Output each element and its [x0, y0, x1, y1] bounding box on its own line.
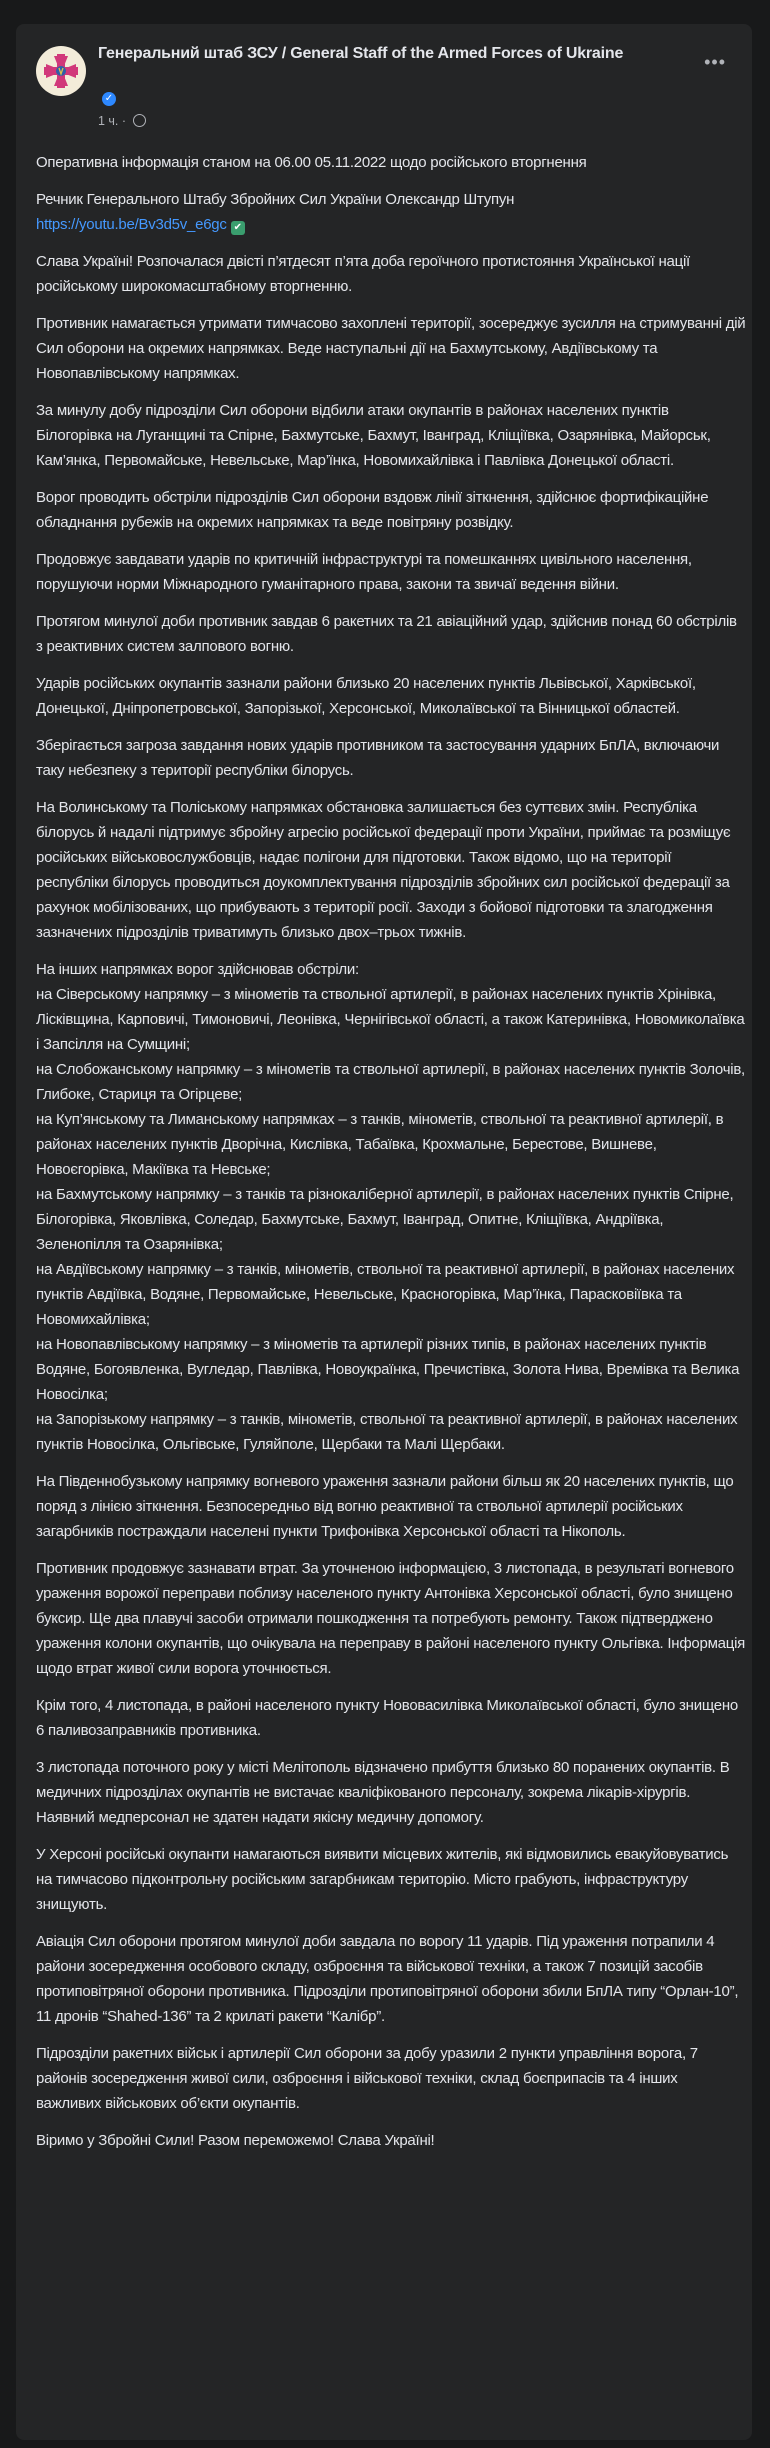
post-meta: [98, 114, 146, 128]
paragraph: На Волинському та Поліському напрямках обстановка залишається без суттєвих змін. Республіка білорусь й надалі підтримує збройну агресію російської федерації проти України, приймає та розміщує російських військовослужбовців, надає полігони для підготовки. Також відомо, що на території республіки білорусь проводиться доукомплектування підрозділів збройних сил російської федерації за рахунок мобілізованих, що прибувають з території росії. Заходи з бойової підготовки та злагодження зазначених підрозділів триватимуть близько двох–трьох тижнів.: [36, 799, 731, 941]
paragraph: У Херсоні російські окупанти намагаються виявити місцевих жителів, які відмовились евакуйовуватись на тимчасово підконтрольну російським загарбникам територію. Місто грабують, інфраструктуру знищують.: [36, 1846, 729, 1913]
post-header: [16, 24, 752, 144]
page-avatar[interactable]: [36, 46, 86, 96]
post-body: [36, 150, 746, 2165]
post-card: [16, 24, 752, 2440]
paragraph: Ворог проводить обстріли підрозділів Сил оборони вздовж лінії зіткнення, здійснює фортифікаційне обладнання рубежів на окремих напрямках та веде повітряну розвідку.: [36, 489, 709, 531]
paragraph: Крім того, 4 листопада, в районі населеного пункту Нововасилівка Миколаївської області, було знищено 6 паливозаправників противника.: [36, 1697, 738, 1739]
paragraph: Протягом минулої доби противник завдав 6 ракетних та 21 авіаційний удар, здійснив понад 60 обстрілів з реактивних систем залпового вогню.: [36, 613, 737, 655]
post-time[interactable]: 1 ч. ·: [98, 114, 127, 128]
page-name[interactable]: Генеральний штаб ЗСУ / General Staff of the Armed Forces of Ukraine: [98, 45, 624, 62]
paragraph: 3 листопада поточного року у місті Мелітополь відзначено прибуття близько 80 поранених окупантів. В медичних підрозділах окупантів не вистачає кваліфікованого персоналу, зокрема лікарів-хірургів. Наявний медперсонал не здатен надати якісну медичну допомогу.: [36, 1759, 730, 1826]
post-title: Оперативна інформація станом на 06.00 05.11.2022 щодо російського вторгнення: [36, 154, 587, 171]
check-mark-emoji-icon: ✔: [231, 221, 245, 235]
shelling-list-paragraph: На інших напрямках ворог здійснював обстріли: на Сіверському напрямку – з мінометів та ствольної артилерії, в районах населених пунктів Хрінівка, Лісківщина, Карповичі, Тимоновичі, Леонівка, Чернігівської області, а також Катеринівка, Новомиколаївка і Запсілля на Сумщині; на Слобожанському напрямку – з мінометів та ствольної артилерії, в районах населених пунктів Золочів, Глибоке, Стариця та Огірцеве; на Куп’янському та Лиманському напрямках – з танків, мінометів, ствольної та реактивної артилерії, в районах населених пунктів Дворічна, Кислівка, Табаївка, Крохмальне, Берестове, Вишневе, Новоєгорівка, Макіївка та Невське; на Бахмутському напрямку – з танків та різнокаліберної артилерії, в районах населених пунктів Спірне, Білогорівка, Яковлівка, Соледар, Бахмутське, Бахмут, Іванград, Опитне, Кліщіївка, Андріївка, Зеленопілля та Озарянівка; на Авдіївському напрямку – з танків, мінометів, ствольної та реактивної артилерії, в районах населених пунктів Авдіївка, Водяне, Первомайське, Невельське, Красногорівка, Мар’їнка, Парасковіївка та Новомихайлівка; на Новопавлівському напрямку – з мінометів та артилерії різних типів, в районах населених пунктів Водяне, Богоявленка, Вугледар, Павлівка, Новоукраїнка, Пречистівка, Золота Нива, Времівка та Велика Новосілка; на Запорізькому напрямку – з танків, мінометів, ствольної та реактивної артилерії, в районах населених пунктів Новосілка, Ольгівське, Гуляйполе, Щербаки та Малі Щербаки.: [36, 961, 745, 1453]
speaker-paragraph: [36, 187, 746, 237]
more-options-button[interactable]: •••: [704, 52, 726, 72]
paragraph: Слава Україні! Розпочалася двісті п’ятдесят п’ята доба героїчного протистояння Української нації російському широкомасштабному вторгненню.: [36, 253, 690, 295]
general-staff-emblem-icon: [36, 46, 86, 96]
paragraph: Зберігається загроза завдання нових ударів противником та застосування ударних БпЛА, включаючи таку небезпеку з території республіки білорусь.: [36, 737, 720, 779]
paragraph: Авіація Сил оборони протягом минулої доби завдала по ворогу 11 ударів. Під ураження потрапили 4 райони зосередження особового складу, озброєння та військової техніки, а також 7 позицій засобів протиповітряної оборони противника. Підрозділи протиповітряної оборони збили БпЛА типу “Орлан-10”, 11 дронів “Shahed-136” та 2 крилаті ракети “Калібр”.: [36, 1933, 739, 2025]
paragraph: Підрозділи ракетних військ і артилерії Сил оборони за добу уразили 2 пункти управління ворога, 7 районів зосередження живої сили, озброєння і військової техніки, склад боєприпасів та 4 інших важливих військових об’єкти окупантів.: [36, 2045, 698, 2112]
closing-paragraph: Віримо у Збройні Сили! Разом переможемо! Слава Україні!: [36, 2132, 435, 2149]
youtube-link[interactable]: https://youtu.be/Bv3d5v_e6gc: [36, 216, 227, 233]
paragraph: За минулу добу підрозділи Сил оборони відбили атаки окупантів в районах населених пунктів Білогорівка на Луганщині та Спірне, Бахмутське, Бахмут, Іванград, Кліщіївка, Озарянівка, Майорськ, Кам’янка, Первомайське, Невельське, Мар’їнка, Новомихайлівка і Павлівка Донецької області.: [36, 402, 711, 469]
paragraph: Продовжує завдавати ударів по критичній інфраструктурі та помешканнях цивільного населення, порушуючи норми Міжнародного гуманітарного права, закони та звичаї ведення війни.: [36, 551, 692, 593]
speaker-text: Речник Генерального Штабу Збройних Сил України Олександр Штупун: [36, 191, 515, 208]
paragraph: Противник намагається утримати тимчасово захоплені території, зосереджує зусилля на стримуванні дій Сил оборони на окремих напрямках. Веде наступальні дії на Бахмутському, Авдіївському та Новопавлівському напрямках.: [36, 315, 746, 382]
paragraph: На Південнобузькому напрямку вогневого ураження зазнали райони більш як 20 населених пунктів, що поряд з лінією зіткнення. Безпосередньо від вогню реактивної та ствольної артилерії російських загарбників постраждали населені пункти Трифонівка Херсонської області та Нікополь.: [36, 1473, 734, 1540]
paragraph: Ударів російських окупантів зазнали райони близько 20 населених пунктів Львівської, Харківської, Донецької, Дніпропетровської, Запорізької, Херсонської, Миколаївської та Вінницької областей.: [36, 675, 696, 717]
globe-icon: [133, 114, 146, 127]
paragraph: Противник продовжує зазнавати втрат. За уточненою інформацією, 3 листопада, в результаті вогневого ураження ворожої переправи поблизу населеного пункту Антонівка Херсонської області, було знищено буксир. Ще два плавучі засоби отримали пошкодження та потребують ремонту. Також підтверджено ураження колони окупантів, що очікувала на переправу в районі населеного пункту Ольгівка. Інформація щодо втрат живої сили ворога уточнюється.: [36, 1560, 746, 1677]
verified-badge-icon: ✓: [102, 92, 116, 106]
